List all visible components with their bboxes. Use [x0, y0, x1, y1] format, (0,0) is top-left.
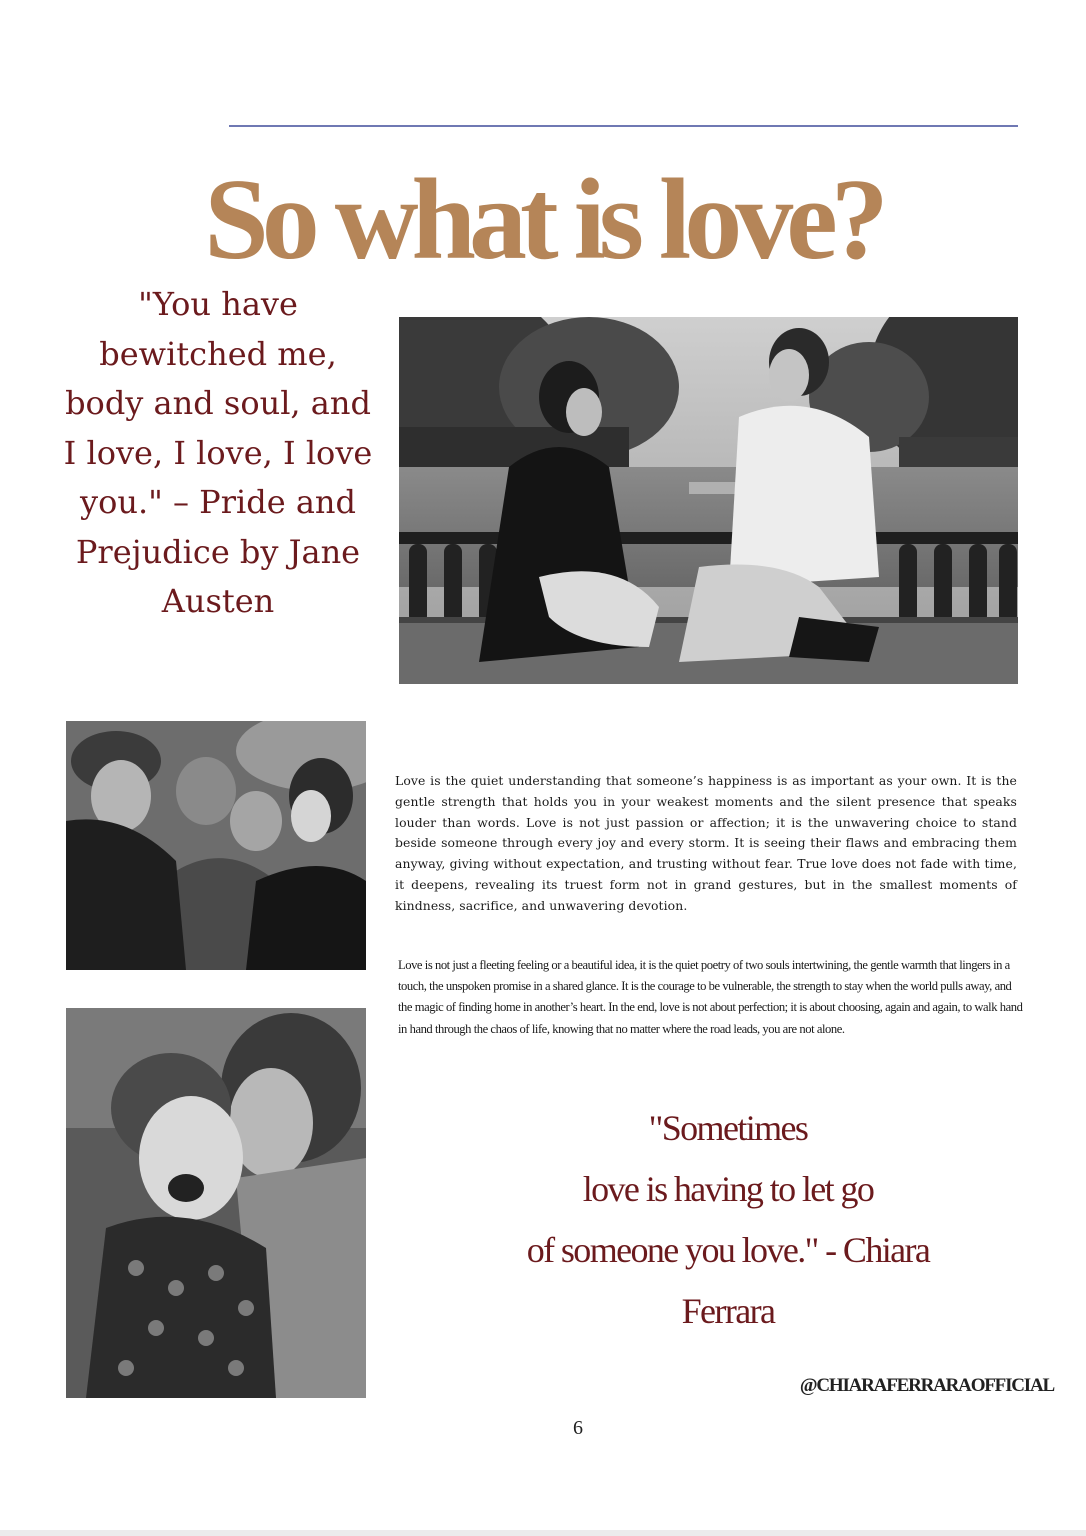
quote-line-2: love is having to let go [582, 1169, 874, 1209]
quote-line-3: of someone you love." - Chiara [526, 1230, 930, 1270]
body-paragraph-1: Love is the quiet understanding that someone’s happiness is as important as your own. It is the gentle strength that holds you in your weakest moments and the silent presence that speaks louder than words. Love is not just passion or affection; it is the unwavering choice to stand beside someone through every joy and every storm. It is seeing their flaws and embracing them anyway, giving without expectation, and trusting without fear. True love does not fade with time, it deepens, revealing its truest form not in grand gestures, but in the smallest moments of kindness, sacrifice, and unwavering devotion. [395, 773, 1017, 913]
page-number: 6 [573, 1417, 583, 1439]
quote-line-1: "Sometimes [648, 1108, 808, 1148]
page-title: So what is love? [204, 156, 882, 284]
pride-and-prejudice-quote: "You have bewitched me, body and soul, and I love, I love, I love you." – Pride and Prejudice by Jane Austen [63, 285, 373, 620]
header-rule [229, 125, 1018, 127]
couple-terrace-photo [399, 317, 1018, 684]
chiara-ferrara-quote [440, 1098, 1016, 1342]
soldier-couple-photo [66, 721, 366, 970]
laughing-couple-photo [66, 1008, 366, 1398]
quote-line-4: Ferrara [681, 1291, 775, 1331]
social-handle: @CHIARAFERRARAOFFICIAL [799, 1375, 1054, 1396]
body-paragraph-2: Love is not just a fleeting feeling or a beautiful idea, it is the quiet poetry of two souls intertwining, the gentle warmth that lingers in a touch, the unspoken promise in a shared glance. It is the courage to be vulnerable, the strength to stay when the world pulls away, and the magic of finding home in another’s heart. In the end, love is not about perfection; it is about choosing, again and again, to walk hand in hand through the chaos of life, knowing that no matter where the road leads, you are not alone. [398, 958, 1023, 1036]
